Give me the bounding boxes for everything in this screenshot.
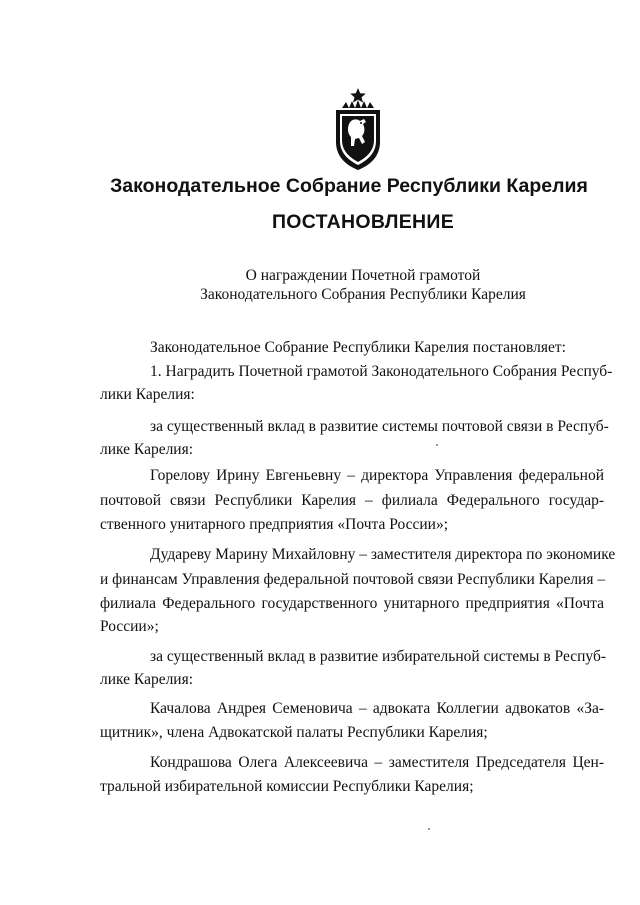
awardee-line: Дудареву Марину Михайловну – заместителя директора по экономике — [150, 546, 616, 563]
preamble: Законодательное Собрание Республики Карелия постановляет: — [150, 339, 566, 356]
awardee-line: ственного унитарного предприятия «Почта России»; — [100, 516, 449, 533]
organization-title: Законодательное Собрание Республики Карелия — [110, 175, 588, 197]
document-subject — [0, 266, 640, 304]
awardee-line: Кондрашова Олега Алексеевича – заместителя Председателя Цен- — [150, 754, 604, 771]
awardee-line: щитник», члена Адвокатской палаты Республики Карелия; — [100, 724, 488, 741]
scan-speck — [428, 828, 430, 830]
awardee-line: и финансам Управления федеральной почтовой связи Республики Карелия – — [100, 571, 606, 588]
document-type-heading: ПОСТАНОВЛЕНИЕ — [271, 211, 455, 233]
category-line: лике Карелия: — [100, 671, 194, 688]
scan-speck — [436, 444, 438, 446]
awardee-line: Качалова Андрея Семеновича – адвоката Коллегии адвокатов «За- — [150, 700, 604, 717]
item-1-line: 1. Наградить Почетной грамотой Законодательного Собрания Респуб- — [150, 363, 613, 380]
awardee-line: филиала Федерального государственного унитарного предприятия «Почта — [100, 595, 604, 612]
category-line: лике Карелия: — [100, 441, 194, 458]
karelia-coat-of-arms-icon — [332, 86, 384, 172]
awardee-line: России»; — [100, 618, 159, 635]
subject-line: Законодательного Собрания Республики Карелия — [200, 286, 526, 303]
category-line: за существенный вклад в развитие системы почтовой связи в Респуб- — [150, 418, 609, 435]
awardee-line: тральной избирательной комиссии Республики Карелия; — [100, 778, 474, 795]
category-line: за существенный вклад в развитие избирательной системы в Респуб- — [150, 648, 606, 665]
subject-line: О награждении Почетной грамотой — [245, 267, 481, 284]
awardee-line: почтовой связи Республики Карелия – филиала Федерального государ- — [100, 492, 604, 509]
item-1-line: лики Карелия: — [100, 386, 195, 403]
awardee-line: Горелову Ирину Евгеньевну – директора Управления федеральной — [150, 467, 604, 484]
